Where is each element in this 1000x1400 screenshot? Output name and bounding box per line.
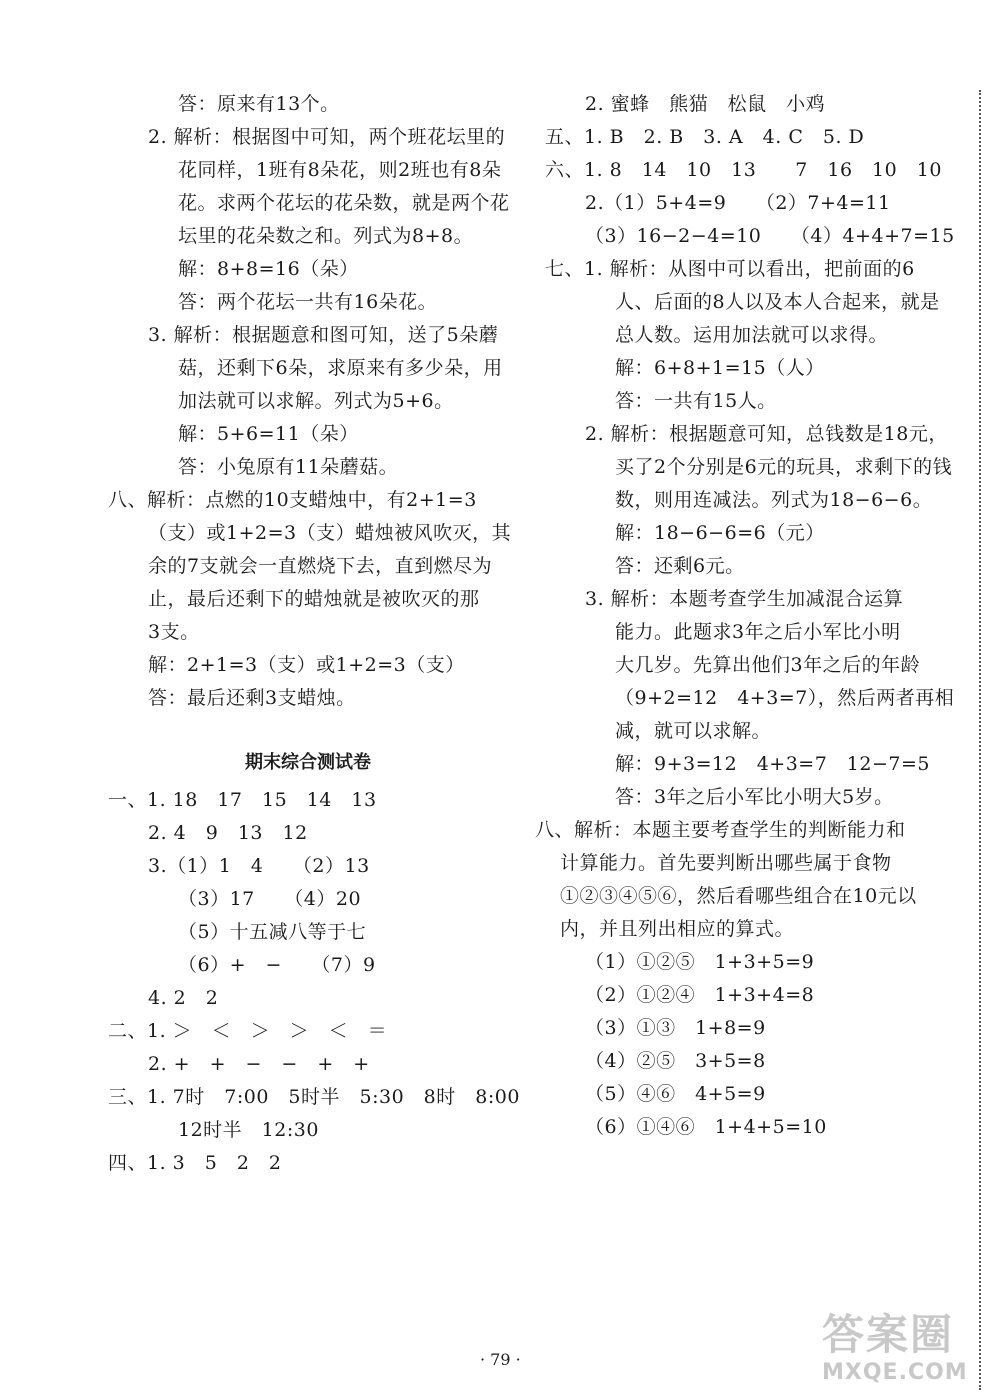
text-line: 2. + + − − + + (148, 1053, 370, 1075)
text-line: 七、1. 解析：从图中可以看出，把前面的6 (545, 258, 915, 280)
text-line: 加法就可以求解。列式为5+6。 (178, 390, 454, 412)
text-line: 12时半 12:30 (178, 1119, 319, 1141)
text-line: 花同样，1班有8朵花，则2班也有8朵 (178, 159, 502, 181)
text-line: 五、1. B 2. B 3. A 4. C 5. D (545, 126, 865, 148)
text-line: （5）④⑥ 4+5=9 (585, 1083, 766, 1105)
section-title: 期末综合测试卷 (245, 752, 371, 773)
text-line: 一、1. 18 17 15 14 13 (108, 789, 377, 811)
text-line: 答：3年之后小军比小明大5岁。 (615, 786, 894, 808)
text-line: 三、1. 7时 7:00 5时半 5:30 8时 8:00 (108, 1086, 520, 1108)
text-line: 余的7支就会一直燃烧下去，直到燃尽为 (148, 555, 493, 577)
text-line: （2）①②④ 1+3+4=8 (585, 984, 815, 1006)
text-line: 答：小兔原有11朵蘑菇。 (178, 456, 399, 478)
text-line: 数，则用连减法。列式为18−6−6。 (615, 489, 933, 511)
text-line: 2. 解析：根据图中可知，两个班花坛里的 (148, 126, 506, 148)
text-line: 大几岁。先算出他们3年之后的年龄 (615, 654, 921, 676)
text-line: 减，就可以求解。 (615, 720, 772, 742)
text-line: （3）17 （4）20 (178, 888, 362, 910)
text-line: 2. 解析：根据题意可知，总钱数是18元， (585, 423, 948, 445)
text-line: 答：原来有13个。 (178, 93, 340, 115)
text-line: 八、解析：本题主要考查学生的判断能力和 (535, 819, 906, 841)
text-line: 止，最后还剩下的蜡烛就是被吹灭的那 (148, 588, 480, 610)
text-line: 能力。此题求3年之后小军比小明 (615, 621, 901, 643)
text-line: 答：还剩6元。 (615, 555, 745, 577)
watermark-bottom: MXQE.COM (822, 1360, 968, 1385)
text-line: 答：一共有15人。 (615, 390, 777, 412)
text-line: 八、解析：点燃的10支蜡烛中，有2+1=3 (108, 489, 477, 511)
text-line: 解：18−6−6=6（元） (615, 522, 825, 544)
text-line: 六、1. 8 14 10 13 7 16 10 10 (545, 159, 942, 181)
text-line: （5）十五减八等于七 (178, 921, 367, 943)
text-line: 解：8+8=16（朵） (178, 258, 359, 280)
text-line: 3. 解析：根据题意和图可知，送了5朵蘑 (148, 324, 499, 346)
text-line: 4. 2 2 (148, 987, 219, 1009)
dotted-divider (979, 90, 981, 1390)
text-line: 菇，还剩下6朵，求原来有多少朵，用 (178, 357, 503, 379)
page-number: · 79 · (480, 1350, 521, 1369)
text-line: 答：两个花坛一共有16朵花。 (178, 291, 438, 313)
text-line: 内，并且列出相应的算式。 (560, 918, 795, 940)
watermark (822, 1310, 982, 1392)
text-line: （9+2=12 4+3=7），然后两者再相 (615, 687, 955, 709)
text-line: （4）②⑤ 3+5=8 (585, 1050, 766, 1072)
text-line: （6）①④⑥ 1+4+5=10 (585, 1116, 827, 1138)
watermark-top: 答案圈 (822, 1310, 955, 1359)
text-line: 解：6+8+1=15（人） (615, 357, 825, 379)
text-line: 答：最后还剩3支蜡烛。 (148, 687, 356, 709)
text-line: 总人数。运用加法就可以求得。 (615, 324, 889, 346)
text-line: 解：5+6=11（朵） (178, 423, 359, 445)
text-line: 二、1. ＞ ＜ ＞ ＞ ＜ ＝ (108, 1020, 388, 1042)
text-line: （3）①③ 1+8=9 (585, 1017, 766, 1039)
text-line: 2. 4 9 13 12 (148, 822, 308, 844)
text-line: （6）+ − （7）9 (178, 954, 376, 976)
text-line: 2.（1）5+4=9 （2）7+4=11 (585, 192, 891, 214)
text-line: 解：9+3=12 4+3=7 12−7=5 (615, 753, 930, 775)
text-line: 四、1. 3 5 2 2 (108, 1152, 282, 1174)
text-line: 3.（1）1 4 （2）13 (148, 855, 370, 877)
text-line: 花。求两个花坛的花朵数，就是两个花 (178, 192, 510, 214)
text-line: （支）或1+2=3（支）蜡烛被风吹灭，其 (148, 522, 512, 544)
text-line: 2. 蜜蜂 熊猫 松鼠 小鸡 (585, 93, 826, 115)
text-line: 3支。 (148, 621, 200, 643)
text-line: 3. 解析：本题考查学生加减混合运算 (585, 588, 904, 610)
text-line: 计算能力。首先要判断出哪些属于食物 (560, 852, 892, 874)
text-line: 解：2+1=3（支）或1+2=3（支） (148, 654, 465, 676)
text-line: 买了2个分别是6元的玩具，求剩下的钱 (615, 456, 953, 478)
text-line: ①②③④⑤⑥，然后看哪些组合在10元以 (560, 885, 917, 907)
text-line: 坛里的花朵数之和。列式为8+8。 (178, 225, 474, 247)
text-line: 人、后面的8人以及本人合起来，就是 (615, 291, 940, 313)
text-line: （1）①②⑤ 1+3+5=9 (585, 951, 815, 973)
text-line: （3）16−2−4=10 （4）4+4+7=15 (585, 225, 955, 247)
